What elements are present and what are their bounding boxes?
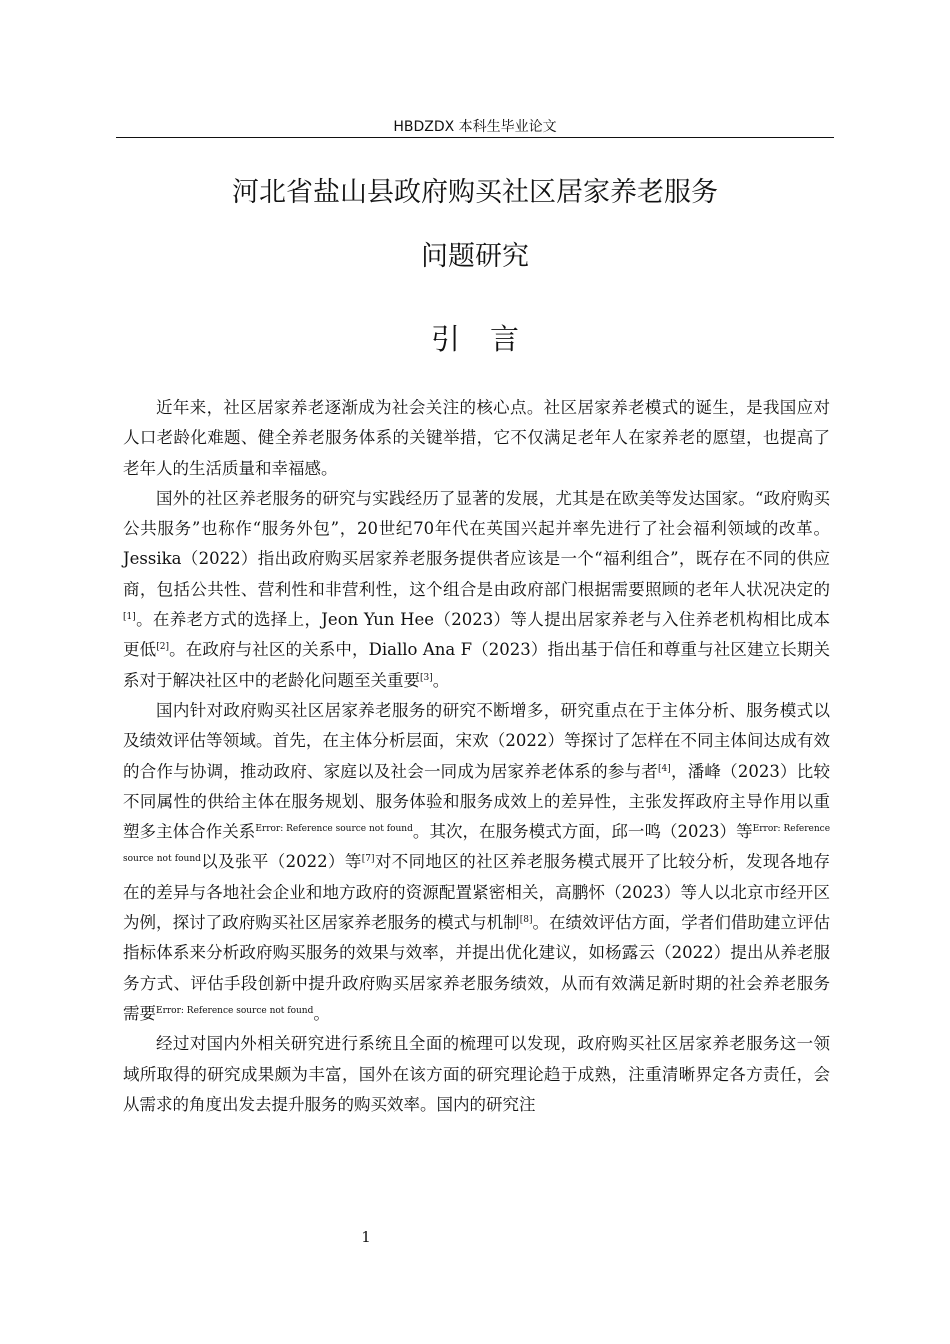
paper-title-line-1: 河北省盐山县政府购买社区居家养老服务: [232, 177, 718, 208]
citation-3: [3]: [420, 672, 433, 683]
paragraph-1: [123, 393, 830, 484]
paragraph-3-text-c: 。其次，在服务模式方面，邱一鸣（2023）等: [412, 822, 753, 842]
paragraph-3: [123, 696, 830, 1029]
paragraph-2-text-b: 。在养老方式的选择上，Jeon Yun Hee（2023）等人提出居家养老与入住养老机构相比成本更低: [123, 610, 830, 660]
paragraph-2-text-c: 。在政府与社区的关系中，Diallo Ana F（2023）指出基于信任和尊重与社区建立长期关系对于解决社区中的老龄化问题至关重要: [123, 640, 831, 690]
paragraph-3-text-a: 国内针对政府购买社区居家养老服务的研究不断增多，研究重点在于主体分析、服务模式以及绩效评估等领域。首先，在主体分析层面，宋欢（2022）等探讨了怎样在不同主体间达成有效的合作与协调，推动政府、家庭以及社会一同成为居家养老体系的参与者: [123, 700, 830, 781]
paragraph-3-text-g: 。: [313, 1003, 330, 1023]
paragraph-2: [123, 484, 830, 696]
paper-title-line-2: 问题研究: [421, 241, 529, 272]
citation-error-1: Error: Reference source not found: [255, 824, 413, 835]
body-text: [123, 393, 830, 1120]
paragraph-3-text-e: 对不同地区的社区养老服务模式展开了比较分析，发现各地存在的差异与各地社会企业和地方政府的资源配置紧密相关，高鹏怀（2023）等人以北京市经开区为例，探讨了政府购买社区居家养老服务的模式与机制: [123, 852, 830, 933]
paragraph-2-text-a: 国外的社区养老服务的研究与实践经历了显著的发展，尤其是在欧美等发达国家。“政府购买公共服务”也称作“服务外包”，20世纪70年代在英国兴起并率先进行了社会福利领域的改革。Jessika（2022）指出政府购买居家养老服务提供者应该是一个“福利组合”，既存在不同的供应商，包括公共性、营利性和非营利性，这个组合是由政府部门根据需要照顾的老年人状况决定的: [123, 488, 830, 599]
citation-4: [4]: [658, 763, 671, 774]
citation-2: [2]: [156, 642, 169, 653]
header-rule: [116, 137, 834, 138]
citation-1: [1]: [123, 612, 136, 623]
running-header: HBDZDX 本科生毕业论文: [393, 119, 557, 135]
citation-7: [7]: [361, 854, 375, 865]
paragraph-3-text-b: ，潘峰（2023）比较不同属性的供给主体在服务规划、服务体验和服务成效上的差异性，主张发挥政府主导作用以重塑多主体合作关系: [123, 761, 830, 842]
citation-error-3: Error: Reference source not found: [156, 1005, 314, 1016]
paragraph-2-text-d: 。: [432, 670, 450, 690]
page-number: 1: [361, 1228, 371, 1246]
paragraph-3-text-f: 。在绩效评估方面，学者们借助建立评估指标体系来分析政府购买服务的效果与效率，并提出优化建议，如杨露云（2022）提出从养老服务方式、评估手段创新中提升政府购买居家养老服务绩效，从而有效满足新时期的社会养老服务需要: [123, 913, 831, 1023]
section-heading: 引言: [430, 322, 549, 356]
paragraph-4: [123, 1029, 830, 1120]
paragraph-4-text: 经过对国内外相关研究进行系统且全面的梳理可以发现，政府购买社区居家养老服务这一领域所取得的研究成果颇为丰富，国外在该方面的研究理论趋于成熟，注重清晰界定各方责任，会从需求的角度出发去提升服务的购买效率。国内的研究注: [123, 1034, 830, 1114]
paragraph-3-text-d: 以及张平（2022）等: [200, 852, 362, 872]
citation-8: [8]: [519, 915, 533, 926]
paragraph-1-text: 近年来，社区居家养老逐渐成为社会关注的核心点。社区居家养老模式的诞生，是我国应对人口老龄化难题、健全养老服务体系的关键举措，它不仅满足老年人在家养老的愿望，也提高了老年人的生活质量和幸福感。: [123, 398, 830, 478]
citation-error-2: Error: Reference source not found: [123, 824, 831, 865]
